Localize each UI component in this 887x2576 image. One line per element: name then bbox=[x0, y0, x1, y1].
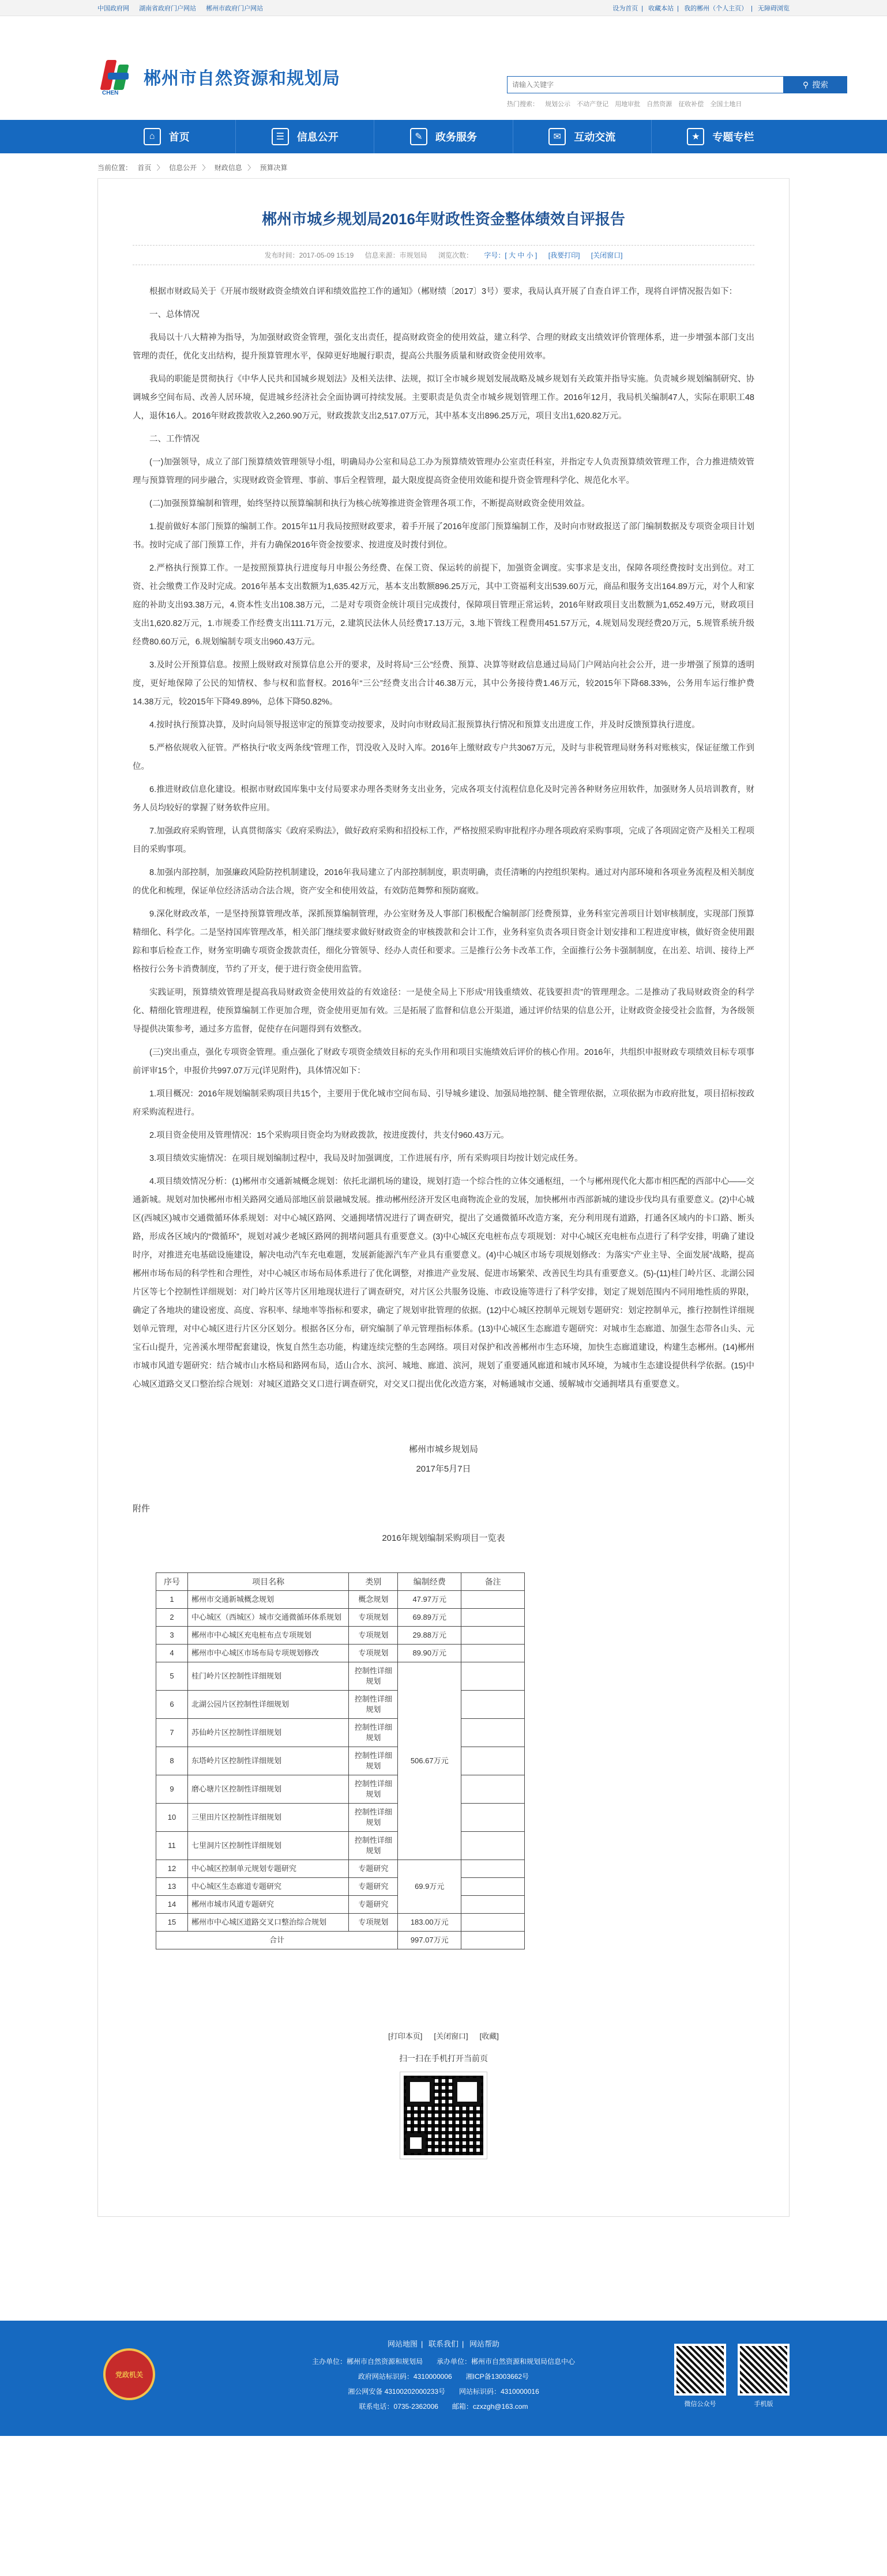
col-header-type: 类别 bbox=[349, 1573, 398, 1591]
info-source: 信息来源：市规划局 bbox=[364, 251, 427, 259]
breadcrumb-finance[interactable]: 财政信息 bbox=[214, 164, 242, 172]
hot-word[interactable]: 征收补偿 bbox=[678, 101, 704, 108]
cell-fee: 29.88万元 bbox=[398, 1627, 461, 1645]
paragraph: 2.严格执行预算工作。一是按照预算执行进度每月申报公务经费、在保工资、保运转的前提下，加强资金调度。实事求是支出，保障各项经费按时支出到位。对工资、社会缴费工作及时完成。2016年基本支出数额为1,635.42万元，基本支出数额896.25万元，其中工资福利支出539.60万元，商品和服务支出164.89万元，对个人和家庭的补助支出93.38万元，4.资本性支出108.38万元，二是对专项资金统计项目完成拨付，保障项目管理正常运转，2016年财政项目支出数额为1,652.49万元，财政项目支出1,620.82万元，1.市规委工作经费支出111.71万元，2.建筑民法休人员经费17.13万元，3.地下管线工程费用451.57万元，4.规划局发现经费20万元，5.规管系统升级经费80.60万元，6.规划编制专项支出960.43万元。 bbox=[133, 564, 754, 647]
cell-no: 6 bbox=[156, 1691, 188, 1719]
collect-button[interactable]: [收藏] bbox=[479, 2032, 499, 2041]
cell-note bbox=[461, 1914, 525, 1932]
cell-name: 中心城区控制单元规划专题研究 bbox=[187, 1860, 348, 1878]
cell-note bbox=[461, 1645, 525, 1662]
paragraph: 1.项目概况：2016年规划编制采购项目共15个，主要用于优化城市空间布局、引导城乡建设、加强局地控制、健全管理依据，立项依据为市政府批复，项目招标按政府采购流程进行。 bbox=[133, 1089, 754, 1117]
cell-note bbox=[461, 1804, 525, 1832]
cell-no: 14 bbox=[156, 1896, 188, 1914]
footer-record: 政府网站标识码：4310000006 湘ICP备13003662号 bbox=[358, 2373, 529, 2381]
site-title: 郴州市自然资源和规划局 bbox=[144, 69, 340, 88]
cell-name: 三里田片区控制性详细规划 bbox=[187, 1804, 348, 1832]
cell-note bbox=[461, 1609, 525, 1627]
footer-links: 网站地图 | 联系我们 | 网站帮助 bbox=[387, 2340, 500, 2348]
cell-no: 15 bbox=[156, 1914, 188, 1932]
cell-type: 专题研究 bbox=[349, 1878, 398, 1896]
logo-en: CHEN bbox=[102, 90, 119, 96]
article bbox=[97, 179, 790, 2217]
cell-name: 郴州市中心城区市场布局专项规划修改 bbox=[187, 1645, 348, 1662]
nav-item-label: 首页 bbox=[168, 131, 190, 143]
cell-name: 郴州市城市风道专题研究 bbox=[187, 1896, 348, 1914]
table-row bbox=[156, 1662, 525, 1691]
paragraph: 1.提前做好本部门预算的编制工作。2015年11月我局按照财政要求，着手开展了2016年度部门预算编制工作，及时向市财政报送了部门编制数据及专项资金项目计划书。按时完成了部门预算工作，并有力确保2016年资金按要求、按进度及时拨付到位。 bbox=[133, 522, 754, 550]
table-total-row bbox=[156, 1932, 525, 1949]
nav-item-label: 专题专栏 bbox=[712, 131, 754, 143]
nav-item-gov-service[interactable] bbox=[374, 120, 513, 153]
cell-type: 控制性详细规划 bbox=[349, 1719, 398, 1747]
cell-name: 桂门岭片区控制性详细规划 bbox=[187, 1662, 348, 1691]
cell-no: 4 bbox=[156, 1645, 188, 1662]
nav-item-home[interactable] bbox=[97, 120, 236, 153]
cell-no: 9 bbox=[156, 1775, 188, 1804]
hot-words-label: 热门搜索： bbox=[507, 101, 539, 108]
cell-fee: 69.89万元 bbox=[398, 1609, 461, 1627]
total-fee: 997.07万元 bbox=[398, 1932, 461, 1949]
site-header bbox=[97, 16, 829, 120]
wechat-qr-label: 微信公众号 bbox=[684, 2401, 716, 2408]
cell-no: 12 bbox=[156, 1860, 188, 1878]
breadcrumb-info[interactable]: 信息公开 bbox=[169, 164, 197, 172]
search-button[interactable] bbox=[784, 76, 847, 93]
cell-no: 2 bbox=[156, 1609, 188, 1627]
footer-link-help[interactable]: 网站帮助 bbox=[469, 2340, 500, 2348]
paragraph: 实践证明，预算绩效管理是提高我局财政资金使用效益的有效途径：一是使全局上下形成“用钱重绩效、花钱要担责”的管理理念。二是推动了我局财政资金的科学化、精细化管理进程，使预算编制工作更加合理，资金使用更加有效。三是拓展了监督和信息公开渠道，通过评价结果的信息公开，让财政资金接受社会监督，为各级领导提供决策参考，通过多方监督，促使存在问题得到有效整改。 bbox=[133, 988, 754, 1034]
my-chenzhou-link[interactable]: 我的郴州（个人主页） bbox=[684, 5, 748, 12]
cell-name: 苏仙岭片区控制性详细规划 bbox=[187, 1719, 348, 1747]
bookmark-link[interactable]: 收藏本站 bbox=[648, 5, 674, 12]
page-qr-code bbox=[400, 2072, 487, 2159]
accessibility-link[interactable]: 无障碍浏览 bbox=[758, 5, 790, 12]
cell-note bbox=[461, 1860, 525, 1878]
gov-badge-label: 党政机关 bbox=[115, 2370, 143, 2379]
search-icon: ⚲ bbox=[802, 80, 809, 89]
mobile-qr-code bbox=[738, 2344, 790, 2396]
breadcrumb-home[interactable]: 首页 bbox=[137, 164, 152, 172]
cell-type: 专题研究 bbox=[349, 1860, 398, 1878]
cell-note bbox=[461, 1932, 525, 1949]
cell-type: 专项规划 bbox=[349, 1645, 398, 1662]
paragraph: (二)加强预算编制和管理，始终坚持以预算编制和执行为核心统筹推进资金管理各项工作，不断提高财政资金使用效益。 bbox=[149, 499, 590, 508]
nav-item-label: 信息公开 bbox=[296, 131, 339, 143]
search-input[interactable] bbox=[507, 76, 784, 93]
publish-date: 发布时间：2017-05-09 15:19 bbox=[264, 251, 354, 259]
mail-icon: ✉ bbox=[548, 128, 566, 145]
hot-word[interactable]: 用地审批 bbox=[615, 101, 641, 108]
logo-emblem-icon bbox=[97, 56, 138, 97]
print-link[interactable]: [我要打印] bbox=[548, 251, 580, 259]
cell-type: 控制性详细规划 bbox=[349, 1691, 398, 1719]
table-row bbox=[156, 1627, 525, 1645]
cell-no: 5 bbox=[156, 1662, 188, 1691]
breadcrumb-sep: 〉 bbox=[247, 164, 255, 172]
nav-item-special-topics[interactable] bbox=[652, 120, 790, 153]
cell-name: 东塔岭片区控制性详细规划 bbox=[187, 1747, 348, 1775]
cell-type: 专题研究 bbox=[349, 1896, 398, 1914]
total-label: 合计 bbox=[156, 1932, 398, 1949]
nav-item-label: 互动交流 bbox=[574, 131, 616, 143]
cell-no: 13 bbox=[156, 1878, 188, 1896]
cell-fee: 89.90万元 bbox=[398, 1645, 461, 1662]
paragraph: 4.项目绩效情况分析：(1)郴州市交通新城概念规划：依托北湖机场的建设，规划打造一个综合性的立体交通枢纽，一个与郴州现代化大都市相匹配的西部中心——交通新城。规划对加快郴州市相关路网交通局部地区前景融城发展。推动郴州经济开发区电商物流企业的发展，加快郴州市西部新城的建设步伐均具有重要意义。(2)中心城区(西城区)城市交通微循环体系规划：对中心城区路网、交通拥堵情况进行了调查研究，提出了交通微循环改造方案，充分利用现有道路，打通各区域内的卡口路、断头路，形成各区域内的“微循环”，规划对减少老城区路网的拥堵问题具有重要意义。(3)中心城区充电桩布点专项规划：对中心城区充电桩布点进行了科学安排，明确了建设时序，对推进充电基础设施建设，解决电动汽车充电难题，发展新能源汽车产业具有重要意义。(4)中心城区市场专项规划修改：为落实“产业主导、全面发展”战略，提高郴州市场布局的科学性和合理性，对中心城区市场布局体系进行了优化调整，对推进产业发展、促进市场繁荣、改善民生均具有重要意义。(5)-(11)桂门岭片区、北湖公园片区等七个控制性详细规划：对门岭片区等片区用地现状进行了调查研究，对片区公共服务设施、市政设施等进行了科学安排，划定了规划范围内不同用地性质的界限，确定了各地块的建设密度、高度、容积率、绿地率等指标和要求，确定了规划审批管理的依据。(12)中心城区控制单元规划专题研究：划定控制单元，推行控制性详细规划单元管理，对中心城区进行片区分区划分。根据各区分布，研究编制了单元管理指标体系。(13)中心城区生态廊道专题研究：对城市生态廊道、加强生态带各山头、元宝石山提升，完善溪水埋带配套建设，恢复自然生态功能，构建连续完整的生态网络。项目对保护和改善郴州市生态环境，加快生态廊道建设，构建生态郴州。(14)郴州市城市风道专题研究：结合城市山水格局和路网布局，适山合水、滨河、城地、廊道、滨河，规划了重要通风廊道和城市风环境，为城市生态建设提供科学依据。(15)中心城区道路交叉口整治综合规划：对城区道路交叉口进行调查研究，对交叉口提出优化改造方案，对畅通城市交通、缓解城市交通拥堵具有重要意义。 bbox=[133, 1177, 754, 1389]
table-row bbox=[156, 1860, 525, 1878]
col-header-note: 备注 bbox=[461, 1573, 525, 1591]
paragraph: 9.深化财政改革，一是坚持预算管理改革，深抓预算编制管理，办公室财务及人事部门积极配合编制部门经费预算，业务科室完善项目计划审核制度，实现部门预算精细化、科学化。二是坚持国库管理改革，相关部门继续要求做好财政资金的审核拨款和会计工作，业务科室负责各项目资金计划安排和工程进度审核，做好资金使用跟踪和事后检查工作，财务室明确专项资金拨款责任，细化分管领导、经办人责任和要求。三是推行公务卡改革工作，全面推行公务卡强制制度，在出差、培训、接待上严格按行公务卡消费制度，节约了开支，便于进行资金使用监管。 bbox=[133, 910, 754, 974]
table-row bbox=[156, 1878, 525, 1896]
home-icon: ⌂ bbox=[144, 128, 161, 145]
col-header-no: 序号 bbox=[156, 1573, 188, 1591]
star-icon: ★ bbox=[687, 128, 704, 145]
cell-note bbox=[461, 1896, 525, 1914]
close-window-button[interactable]: [关闭窗口] bbox=[434, 2032, 468, 2041]
site-footer bbox=[0, 2321, 887, 2436]
breadcrumb-sep: 〉 bbox=[202, 164, 209, 172]
cell-no: 10 bbox=[156, 1804, 188, 1832]
footer-qr-codes bbox=[674, 2344, 790, 2408]
table-title: 2016年规划编制采购项目一览表 bbox=[382, 1533, 505, 1543]
table-row bbox=[156, 1896, 525, 1914]
qr-caption: 扫一扫在手机打开当前页 bbox=[399, 2054, 488, 2063]
table-header-row bbox=[156, 1573, 525, 1591]
wechat-qr-code bbox=[674, 2344, 726, 2396]
cell-type: 概念规划 bbox=[349, 1591, 398, 1609]
cell-fee-merged: 69.9万元 bbox=[398, 1860, 461, 1914]
cell-type: 专项规划 bbox=[349, 1914, 398, 1932]
table-row bbox=[156, 1832, 525, 1860]
cell-name: 中心城区生态廊道专题研究 bbox=[187, 1878, 348, 1896]
footer-police: 湘公网安备 43100202000233号 网站标识码：4310000016 bbox=[348, 2388, 539, 2396]
col-header-name: 项目名称 bbox=[187, 1573, 348, 1591]
project-table bbox=[156, 1572, 525, 1949]
nav-item-info-disclosure[interactable] bbox=[236, 120, 374, 153]
hot-words bbox=[507, 99, 746, 108]
cell-type: 控制性详细规划 bbox=[349, 1662, 398, 1691]
nav-item-interaction[interactable] bbox=[513, 120, 652, 153]
paragraph: 根据市财政局关于《开展市级财政资金绩效自评和绩效监控工作的通知》（郴财绩〔2017〕3号）要求，我局认真开展了自查自评工作，现将自评情况报告如下： bbox=[149, 287, 738, 296]
footer-link-sitemap[interactable]: 网站地图 bbox=[387, 2340, 418, 2348]
cell-type: 控制性详细规划 bbox=[349, 1775, 398, 1804]
hot-word[interactable]: 自然资源 bbox=[647, 101, 672, 108]
attachment-label: 附件 bbox=[133, 1504, 151, 1514]
section-heading: 二、工作情况 bbox=[149, 435, 200, 444]
footer-sponsor: 主办单位：郴州市自然资源和规划局 承办单位：郴州市自然资源和规划局信息中心 bbox=[311, 2358, 575, 2366]
top-link-gov[interactable]: 中国政府网 bbox=[97, 5, 129, 12]
table-row bbox=[156, 1591, 525, 1609]
article-meta bbox=[133, 245, 754, 265]
cell-no: 11 bbox=[156, 1832, 188, 1860]
cell-note bbox=[461, 1775, 525, 1804]
table-row bbox=[156, 1747, 525, 1775]
cell-note bbox=[461, 1627, 525, 1645]
cell-no: 3 bbox=[156, 1627, 188, 1645]
cell-name: 磨心塘片区控制性详细规划 bbox=[187, 1775, 348, 1804]
table-row bbox=[156, 1804, 525, 1832]
cell-name: 中心城区（西城区）城市交通微循环体系规划 bbox=[187, 1609, 348, 1627]
top-link-chenzhou[interactable]: 郴州市政府门户网站 bbox=[206, 5, 264, 12]
paragraph: 2.项目资金使用及管理情况：15个采购项目资金均为财政拨款，按进度拨付，共支付960.43万元。 bbox=[149, 1131, 509, 1140]
top-links bbox=[97, 3, 271, 13]
paragraph: 我局以十八大精神为指导，为加强财政资金管理，强化支出责任，提高财政资金的使用效益，建立科学、合理的财政支出绩效评价管理体系，进一步增强本部门支出管理的责任，优化支出结构，提升预算管理水平，保障更好地履行职责，提高公共服务质量和财政资金使用效率。 bbox=[133, 333, 754, 361]
col-header-fee: 编制经费 bbox=[398, 1573, 461, 1591]
paragraph: 3.项目绩效实施情况：在项目规划编制过程中，我局及时加强调度，工作进展有序，所有采购项目均按计划完成任务。 bbox=[149, 1154, 583, 1163]
paragraph: 7.加强政府采购管理，认真贯彻落实《政府采购法》，做好政府采购和招投标工作，严格按照采购审批程序办理各项政府采购事项，完成了各项固定资产及相关工程项目的采购事项。 bbox=[133, 827, 754, 854]
edit-icon: ✎ bbox=[410, 128, 427, 145]
site-logo[interactable] bbox=[97, 56, 340, 97]
paragraph: (三)突出重点，强化专项资金管理。重点强化了财政专项资金绩效目标的充头作用和项目实施绩效后评价的核心作用。2016年，共组织申报财政专项绩效目标专项事前评审15个，申报价共997.07万元(详见附件)，具体情况如下： bbox=[133, 1048, 754, 1076]
cell-note bbox=[461, 1747, 525, 1775]
paragraph: 8.加强内部控制，加强廉政风险防控机制建设，2016年我局建立了内部控制制度，职责明确，责任清晰的内控组织架构。通过对内部环境和各项业务流程及相关制度的优化和梳理，保证单位经济活动合法合规，资产安全和使用效益，有效防范舞弊和预防腐败。 bbox=[133, 868, 754, 896]
hot-word[interactable]: 不动产登记 bbox=[577, 101, 609, 108]
footer-contact: 联系电话：0735-2362006 邮箱：czxzgh@163.com bbox=[359, 2402, 528, 2411]
search-button-label: 搜索 bbox=[812, 80, 829, 89]
paragraph: (一)加强领导，成立了部门预算绩效管理领导小组，明确局办公室和局总工办为预算绩效管理办公室责任科室，并指定专人负责预算绩效管理工作，合力推进绩效管理与预算管理的同步融合，实现财政资金管理、事前、事后全程管理，最大限度提高资金使用效能和提升资金管理科学化、规范化水平。 bbox=[133, 458, 754, 485]
print-page-button[interactable]: [打印本页] bbox=[388, 2032, 423, 2041]
font-size-switch[interactable]: 字号：[ 大 中 小 ] bbox=[484, 251, 538, 259]
cell-fee: 47.97万元 bbox=[398, 1591, 461, 1609]
table-row bbox=[156, 1691, 525, 1719]
cell-name: 郴州市交通新城概念规划 bbox=[187, 1591, 348, 1609]
cell-note bbox=[461, 1878, 525, 1896]
paragraph: 我局的职能是贯彻执行《中华人民共和国城乡规划法》及相关法律、法规，拟订全市城乡规划发展战略及城乡规划有关政策并指导实施。负责城乡规划编制研究、协调城乡空间布局、改善人居环境，促进城乡经济社会全面协调可持续发展。主要职责是负责全市城乡规划管理工作。2016年12月，我局机关编制47人，实际在职职工48人，退休16人。2016年财政拨款收入2,260.90万元，财政拨款支出2,517.07万元，其中基本支出896.25万元，项目支出1,620.82万元。 bbox=[133, 375, 754, 421]
cell-note bbox=[461, 1832, 525, 1860]
table-row bbox=[156, 1609, 525, 1627]
cell-note bbox=[461, 1719, 525, 1747]
signature-org: 郴州市城乡规划局 bbox=[408, 1444, 478, 1454]
cell-note bbox=[461, 1691, 525, 1719]
set-homepage-link[interactable]: 设为首页 bbox=[612, 5, 638, 12]
cell-fee: 183.00万元 bbox=[398, 1914, 461, 1932]
cell-note bbox=[461, 1591, 525, 1609]
paragraph: 3.及时公开预算信息。按照上级财政对预算信息公开的要求，及时将局“三公”经费、预算、决算等财政信息通过局局门户网站向社会公开，进一步增强了预算的透明度，更好地保障了公民的知情权、参与权和监督权。2016年“三公”经费支出合计46.38万元，其中公务接待费1.46万元，较2015年下降68.33%，公务用车运行维护费14.38万元，较2015年下降49.89%，总体下降50.82%。 bbox=[133, 661, 754, 707]
table-row bbox=[156, 1645, 525, 1662]
top-bar bbox=[0, 0, 887, 16]
nav-item-label: 政务服务 bbox=[435, 131, 477, 143]
table-row bbox=[156, 1775, 525, 1804]
breadcrumb-budget[interactable]: 预算决算 bbox=[260, 164, 288, 172]
cell-name: 郴州市中心城区充电桩布点专项规划 bbox=[187, 1627, 348, 1645]
main-nav bbox=[0, 120, 887, 153]
top-right-links: 设为首页 | 收藏本站 | 我的郴州（个人主页） | 无障碍浏览 bbox=[612, 5, 790, 12]
signature-date: 2017年5月7日 bbox=[416, 1464, 471, 1474]
breadcrumb-label: 当前位置： bbox=[97, 164, 133, 172]
cell-name: 七里洞片区控制性详细规划 bbox=[187, 1832, 348, 1860]
close-window-link[interactable]: [关闭窗口] bbox=[591, 251, 623, 259]
list-icon: ☰ bbox=[272, 128, 289, 145]
cell-no: 8 bbox=[156, 1747, 188, 1775]
cell-name: 北湖公园片区控制性详细规划 bbox=[187, 1691, 348, 1719]
table-row bbox=[156, 1914, 525, 1932]
article-title: 郴州市城乡规划局2016年财政性资金整体绩效自评报告 bbox=[262, 210, 625, 228]
article-actions bbox=[133, 2030, 754, 2041]
paragraph: 6.推进财政信息化建设。根据市财政国库集中支付局要求办理各类财务支出业务，完成各项支付流程信息化及时完善各种财务应用软件，加强财务人员培训教育，财务人员均较好的掌握了财务软件应用。 bbox=[133, 785, 754, 813]
cell-note bbox=[461, 1662, 525, 1691]
hot-word[interactable]: 规划公示 bbox=[545, 101, 571, 108]
section-heading: 一、总体情况 bbox=[149, 310, 200, 319]
cell-fee-merged: 506.67万元 bbox=[398, 1662, 461, 1860]
mobile-qr-label: 手机版 bbox=[754, 2401, 773, 2408]
paragraph: 4.按时执行预算决算，及时向局领导报送审定的预算变动按要求，及时向市财政局汇报预算执行情况和预算支出进度工作，并及时反馈预算执行进度。 bbox=[149, 721, 700, 730]
cell-type: 控制性详细规划 bbox=[349, 1804, 398, 1832]
cell-no: 7 bbox=[156, 1719, 188, 1747]
breadcrumb bbox=[97, 153, 790, 179]
signature bbox=[133, 1440, 754, 1479]
search-bar bbox=[507, 76, 847, 93]
paragraph: 5.严格依规收入征管。严格执行“收支两条线”管理工作，罚没收入及时入库。2016年上缴财政专户共3067万元，及时与非税管理局财务科对账核实，保证征缴工作到位。 bbox=[133, 744, 754, 771]
hot-word[interactable]: 全国土地日 bbox=[710, 101, 742, 108]
cell-type: 专项规划 bbox=[349, 1627, 398, 1645]
view-count: 浏览次数： bbox=[438, 251, 473, 259]
cell-type: 控制性详细规划 bbox=[349, 1747, 398, 1775]
cell-name: 郴州市中心城区道路交叉口整治综合规划 bbox=[187, 1914, 348, 1932]
cell-type: 专项规划 bbox=[349, 1609, 398, 1627]
breadcrumb-sep: 〉 bbox=[156, 164, 164, 172]
table-row bbox=[156, 1719, 525, 1747]
footer-link-contact[interactable]: 联系我们 bbox=[428, 2340, 458, 2348]
cell-no: 1 bbox=[156, 1591, 188, 1609]
cell-type: 控制性详细规划 bbox=[349, 1832, 398, 1860]
article-body bbox=[133, 282, 754, 1394]
top-link-hunan[interactable]: 湖南省政府门户网站 bbox=[139, 5, 197, 12]
